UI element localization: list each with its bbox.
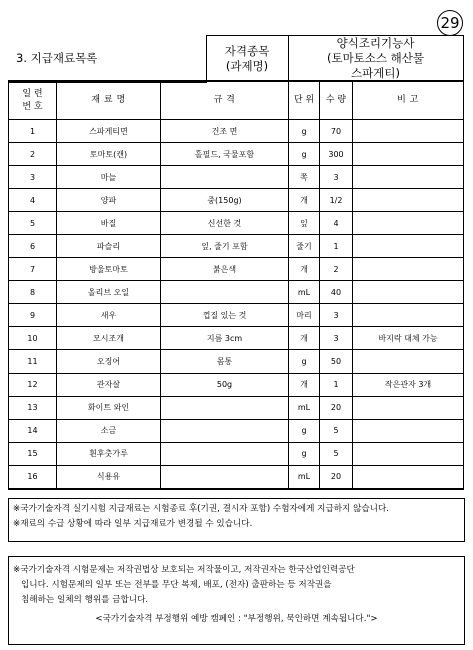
page-number: 29: [437, 10, 463, 36]
cell-note: [353, 465, 464, 489]
campaign-slogan: <국가기술자격 부정행위 예방 캠페인 : "부정행위, 묵인하면 계속됩니다.">: [95, 614, 378, 624]
cell-unit: 개: [289, 258, 320, 281]
cell-unit: 개: [289, 373, 320, 396]
cell-qty: 3: [320, 304, 353, 327]
cell-spec: [161, 465, 289, 489]
cell-no: 9: [9, 304, 57, 327]
cell-qty: 3: [320, 327, 353, 350]
field-value-line: 양식조리기능사: [336, 36, 415, 50]
cell-note: [353, 396, 464, 419]
notice-line: ※국가기술자격 실기시험 지급재료는 시험종료 후(기권, 결시자 포함) 수험자에게 지급하지 않습니다.: [13, 504, 390, 514]
cell-qty: 70: [320, 120, 353, 143]
notice-line: 침해하는 일체의 행위를 금합니다.: [21, 595, 149, 605]
cell-material: 소금: [57, 419, 161, 442]
cell-unit: mL: [289, 465, 320, 489]
col-header-spec: 규 격: [161, 81, 289, 120]
exam-header: [8, 35, 464, 83]
exam-field-value: [288, 36, 463, 82]
cell-no: 16: [9, 465, 57, 489]
cell-spec: [161, 166, 289, 189]
cell-unit: 마리: [289, 304, 320, 327]
cell-unit: g: [289, 442, 320, 465]
table-row: [9, 465, 464, 489]
cell-unit: 줄기: [289, 235, 320, 258]
cell-note: [353, 166, 464, 189]
cell-qty: 2: [320, 258, 353, 281]
cell-qty: 20: [320, 396, 353, 419]
cell-note: [353, 304, 464, 327]
cell-unit: mL: [289, 396, 320, 419]
cell-qty: 4: [320, 212, 353, 235]
table-row: [9, 419, 464, 442]
cell-unit: g: [289, 350, 320, 373]
col-header-material: 재 료 명: [57, 81, 161, 120]
cell-no: 15: [9, 442, 57, 465]
cell-no: 2: [9, 143, 57, 166]
cell-unit: g: [289, 120, 320, 143]
cell-qty: 20: [320, 465, 353, 489]
cell-material: 마늘: [57, 166, 161, 189]
cell-material: 토마토(캔): [57, 143, 161, 166]
cell-spec: 잎, 줄기 포함: [161, 235, 289, 258]
cell-no: 3: [9, 166, 57, 189]
cell-no: 14: [9, 419, 57, 442]
col-header-no: [9, 81, 57, 120]
field-label-line: 자격종목: [224, 43, 270, 58]
cell-spec: [161, 281, 289, 304]
table-row: [9, 235, 464, 258]
cell-material: 모시조개: [57, 327, 161, 350]
table-row: [9, 258, 464, 281]
table-row: [9, 327, 464, 350]
cell-qty: 1/2: [320, 189, 353, 212]
cell-qty: 1: [320, 373, 353, 396]
cell-no: 7: [9, 258, 57, 281]
table-row: [9, 396, 464, 419]
notice-line: ※재료의 수급 상황에 따라 일부 지급재료가 변경될 수 있습니다.: [13, 519, 253, 529]
cell-material: 방울토마토: [57, 258, 161, 281]
col-header-unit: 단 위: [289, 81, 320, 120]
cell-note: 바지락 대체 가능: [353, 327, 464, 350]
cell-unit: g: [289, 419, 320, 442]
table-row: [9, 281, 464, 304]
cell-spec: 홀필드, 국물포함: [161, 143, 289, 166]
cell-note: [353, 235, 464, 258]
table-row: [9, 189, 464, 212]
table-row: [9, 120, 464, 143]
cell-qty: 40: [320, 281, 353, 304]
cell-qty: 5: [320, 442, 353, 465]
cell-unit: g: [289, 143, 320, 166]
cell-no: 8: [9, 281, 57, 304]
cell-material: 바질: [57, 212, 161, 235]
cell-unit: 잎: [289, 212, 320, 235]
cell-spec: 건조 면: [161, 120, 289, 143]
cell-note: [353, 442, 464, 465]
distribution-notice: [8, 498, 465, 542]
cell-spec: [161, 396, 289, 419]
table-row: [9, 442, 464, 465]
col-header-note: 비 고: [353, 81, 464, 120]
cell-material: 양파: [57, 189, 161, 212]
cell-no: 4: [9, 189, 57, 212]
table-row: [9, 350, 464, 373]
cell-material: 새우: [57, 304, 161, 327]
cell-note: [353, 258, 464, 281]
cell-note: [353, 212, 464, 235]
cell-spec: 50g: [161, 373, 289, 396]
table-row: [9, 373, 464, 396]
cell-no: 11: [9, 350, 57, 373]
cell-spec: 몸통: [161, 350, 289, 373]
cell-qty: 5: [320, 419, 353, 442]
section-title: 3. 지급재료목록: [8, 36, 206, 82]
cell-unit: mL: [289, 281, 320, 304]
cell-material: 오징어: [57, 350, 161, 373]
cell-material: 올리브 오일: [57, 281, 161, 304]
cell-no: 1: [9, 120, 57, 143]
cell-note: 작은관자 3개: [353, 373, 464, 396]
cell-spec: 껍질 있는 것: [161, 304, 289, 327]
cell-qty: 50: [320, 350, 353, 373]
table-row: [9, 143, 464, 166]
cell-spec: 붉은색: [161, 258, 289, 281]
cell-spec: 중(150g): [161, 189, 289, 212]
cell-spec: [161, 442, 289, 465]
cell-note: [353, 120, 464, 143]
table-row: [9, 304, 464, 327]
table-header-row: [9, 81, 464, 120]
cell-unit: 쪽: [289, 166, 320, 189]
cell-no: 13: [9, 396, 57, 419]
cell-material: 흰후춧가루: [57, 442, 161, 465]
cell-note: [353, 350, 464, 373]
cell-material: 화이트 와인: [57, 396, 161, 419]
cell-no: 10: [9, 327, 57, 350]
cell-unit: 개: [289, 327, 320, 350]
table-row: [9, 166, 464, 189]
cell-note: [353, 143, 464, 166]
cell-unit: 개: [289, 189, 320, 212]
cell-qty: 3: [320, 166, 353, 189]
field-label-line: (과제명): [225, 58, 269, 73]
cell-no: 12: [9, 373, 57, 396]
notice-line: ※국가기술자격 시험문제는 저작권법상 보호되는 저작물이고, 저작권자는 한국산업인력공단: [13, 565, 355, 575]
cell-no: 5: [9, 212, 57, 235]
cell-qty: 1: [320, 235, 353, 258]
cell-spec: [161, 419, 289, 442]
cell-note: [353, 281, 464, 304]
cell-spec: 지름 3cm: [161, 327, 289, 350]
cell-material: 관자살: [57, 373, 161, 396]
field-value-line: 스파게티): [351, 66, 400, 80]
col-header-no-line: 번 호: [22, 101, 43, 112]
cell-no: 6: [9, 235, 57, 258]
notice-line: 입니다. 시험문제의 일부 또는 전부를 무단 복제, 배포, (전자) 출판하는 등 저작권을: [21, 580, 332, 590]
cell-note: [353, 419, 464, 442]
cell-material: 식용유: [57, 465, 161, 489]
field-value-line: (토마토소스 해산물: [326, 51, 424, 65]
table-row: [9, 212, 464, 235]
cell-spec: 신선한 것: [161, 212, 289, 235]
col-header-qty: 수 량: [320, 81, 353, 120]
col-header-no-line: 일 련: [22, 88, 43, 99]
exam-field-label: [206, 36, 288, 82]
cell-material: 스파게티면: [57, 120, 161, 143]
cell-qty: 300: [320, 143, 353, 166]
cell-material: 파슬리: [57, 235, 161, 258]
cell-note: [353, 189, 464, 212]
materials-table: [8, 80, 464, 490]
copyright-notice: [8, 556, 465, 645]
